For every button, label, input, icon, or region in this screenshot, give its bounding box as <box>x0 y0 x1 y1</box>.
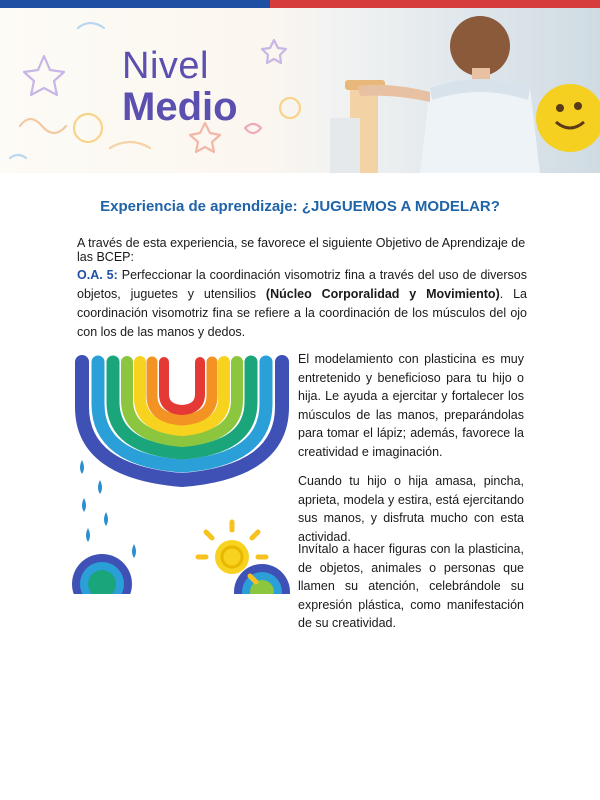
brand-logo <box>122 46 238 128</box>
objective-text-2: . La coordinación visomotriz fina se refiere a la coordinación de los músculos del ojo con los de las manos y dedos. <box>77 287 527 339</box>
intro-text: A través de esta experiencia, se favorece el siguiente Objetivo de Aprendizaje de las BCEP: <box>77 236 526 264</box>
header-banner <box>0 8 600 173</box>
top-color-stripe <box>0 0 600 8</box>
objective-code: O.A. 5: <box>77 268 118 282</box>
stripe-blue <box>0 0 270 8</box>
page-title: Experiencia de aprendizaje: ¿JUGUEMOS A MODELAR? <box>100 198 500 215</box>
objective-text-1: Perfeccionar la coordinación visomotriz fina a través del uso de diversos objetos, juguetes y utensilios <box>77 268 527 301</box>
plasticine-rainbow-illustration <box>72 352 292 602</box>
stripe-red <box>270 0 600 8</box>
paragraph-invitation: Invítalo a hacer figuras con la plasticina, de objetos, animales o personas que llamen su atención, celebrándole su expresión plástica, como manifestación de su creatividad. <box>298 542 524 630</box>
objective-core: (Núcleo Corporalidad y Movimiento) <box>265 287 500 301</box>
brand-line-1: Nivel <box>122 45 209 87</box>
brand-line-2: Medio <box>122 85 238 129</box>
paragraph-benefits: El modelamiento con plasticina es muy entretenido y beneficioso para tu hijo o hija. Le ayuda a ejercitar y fortalecer los músculos de las manos, preparándolas para tomar el lápiz; además, favorece la creatividad e imaginación. <box>298 352 524 459</box>
learning-objective <box>77 266 527 342</box>
paragraph-activity: Cuando tu hijo o hija amasa, pincha, aprieta, modela y estira, está ejercitando sus manos, y disfruta mucho con esta actividad. <box>298 474 524 544</box>
child-photo <box>330 8 600 173</box>
